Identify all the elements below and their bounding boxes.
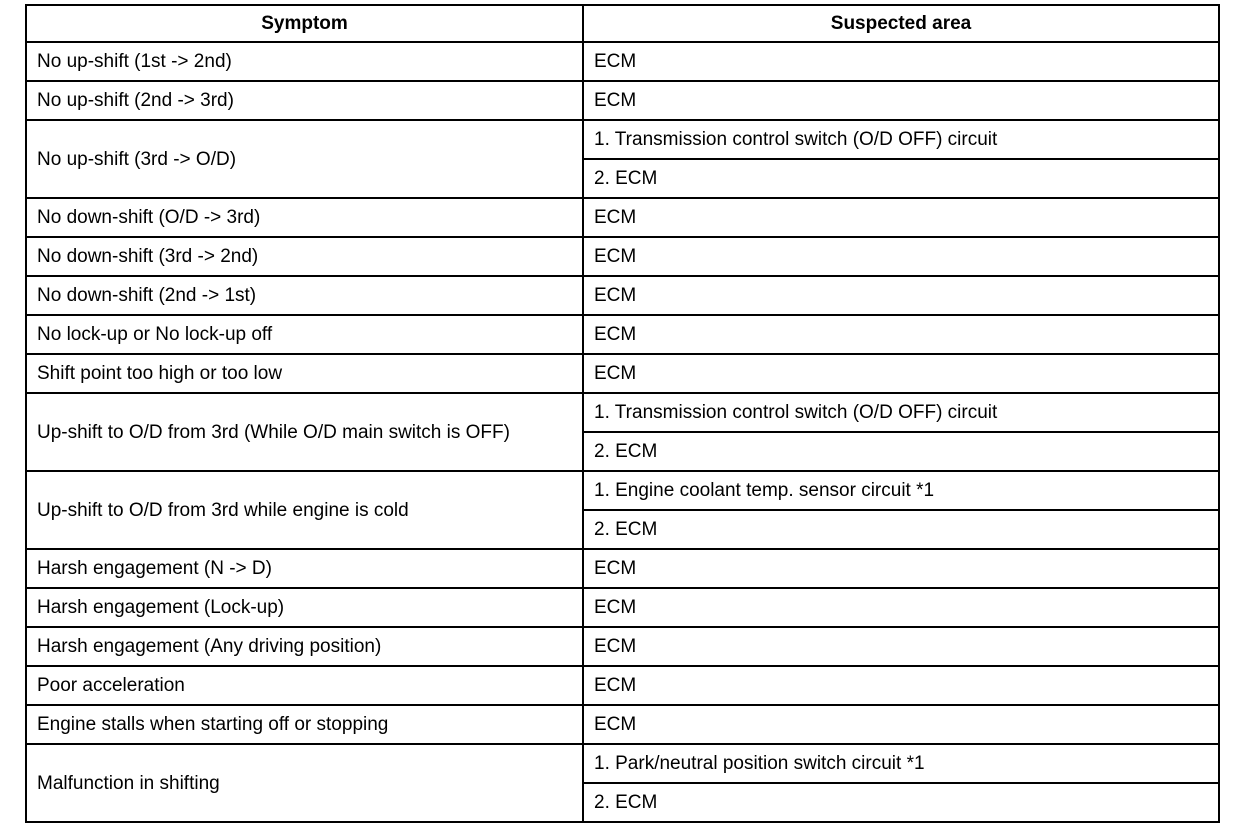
table-row [26,237,1219,276]
symptom-cell: Harsh engagement (Any driving position) [26,627,583,666]
table-row [26,276,1219,315]
symptom-cell: Up-shift to O/D from 3rd (While O/D main switch is OFF) [26,393,583,471]
table-row [26,588,1219,627]
area-cell: ECM [583,588,1219,627]
table-row [26,705,1219,744]
table-row [26,393,1219,432]
table-row [26,198,1219,237]
symptom-cell: No down-shift (O/D -> 3rd) [26,198,583,237]
area-cell: ECM [583,42,1219,81]
area-cell: ECM [583,666,1219,705]
area-cell: ECM [583,354,1219,393]
area-cell: ECM [583,549,1219,588]
table-row [26,120,1219,159]
symptom-cell: Harsh engagement (N -> D) [26,549,583,588]
symptom-cell: No up-shift (3rd -> O/D) [26,120,583,198]
symptom-cell: Harsh engagement (Lock-up) [26,588,583,627]
symptom-cell: Up-shift to O/D from 3rd while engine is cold [26,471,583,549]
area-cell: ECM [583,627,1219,666]
area-cell: ECM [583,705,1219,744]
area-cell: 1. Engine coolant temp. sensor circuit *1 [583,471,1219,510]
document-page [25,4,1218,823]
symptom-cell: Shift point too high or too low [26,354,583,393]
table-row [26,471,1219,510]
area-cell: ECM [583,276,1219,315]
area-cell: 2. ECM [583,159,1219,198]
header-suspected-area: Suspected area [583,5,1219,42]
area-cell: 2. ECM [583,510,1219,549]
symptom-cell: No down-shift (2nd -> 1st) [26,276,583,315]
area-cell: 1. Transmission control switch (O/D OFF) circuit [583,120,1219,159]
table-row [26,744,1219,783]
table-row [26,81,1219,120]
table-row [26,666,1219,705]
table-row [26,42,1219,81]
symptom-cell: No up-shift (2nd -> 3rd) [26,81,583,120]
symptom-cell: Engine stalls when starting off or stopping [26,705,583,744]
symptom-table [25,4,1220,823]
area-cell: ECM [583,315,1219,354]
header-symptom: Symptom [26,5,583,42]
header-row [26,5,1219,42]
symptom-cell: Poor acceleration [26,666,583,705]
symptom-cell: No down-shift (3rd -> 2nd) [26,237,583,276]
table-row [26,627,1219,666]
area-cell: 1. Transmission control switch (O/D OFF) circuit [583,393,1219,432]
symptom-cell: No lock-up or No lock-up off [26,315,583,354]
area-cell: 1. Park/neutral position switch circuit *1 [583,744,1219,783]
area-cell: ECM [583,81,1219,120]
table-row [26,315,1219,354]
area-cell: ECM [583,198,1219,237]
table-row [26,549,1219,588]
area-cell: 2. ECM [583,783,1219,822]
symptom-cell: Malfunction in shifting [26,744,583,822]
table-row [26,354,1219,393]
symptom-cell: No up-shift (1st -> 2nd) [26,42,583,81]
area-cell: ECM [583,237,1219,276]
area-cell: 2. ECM [583,432,1219,471]
